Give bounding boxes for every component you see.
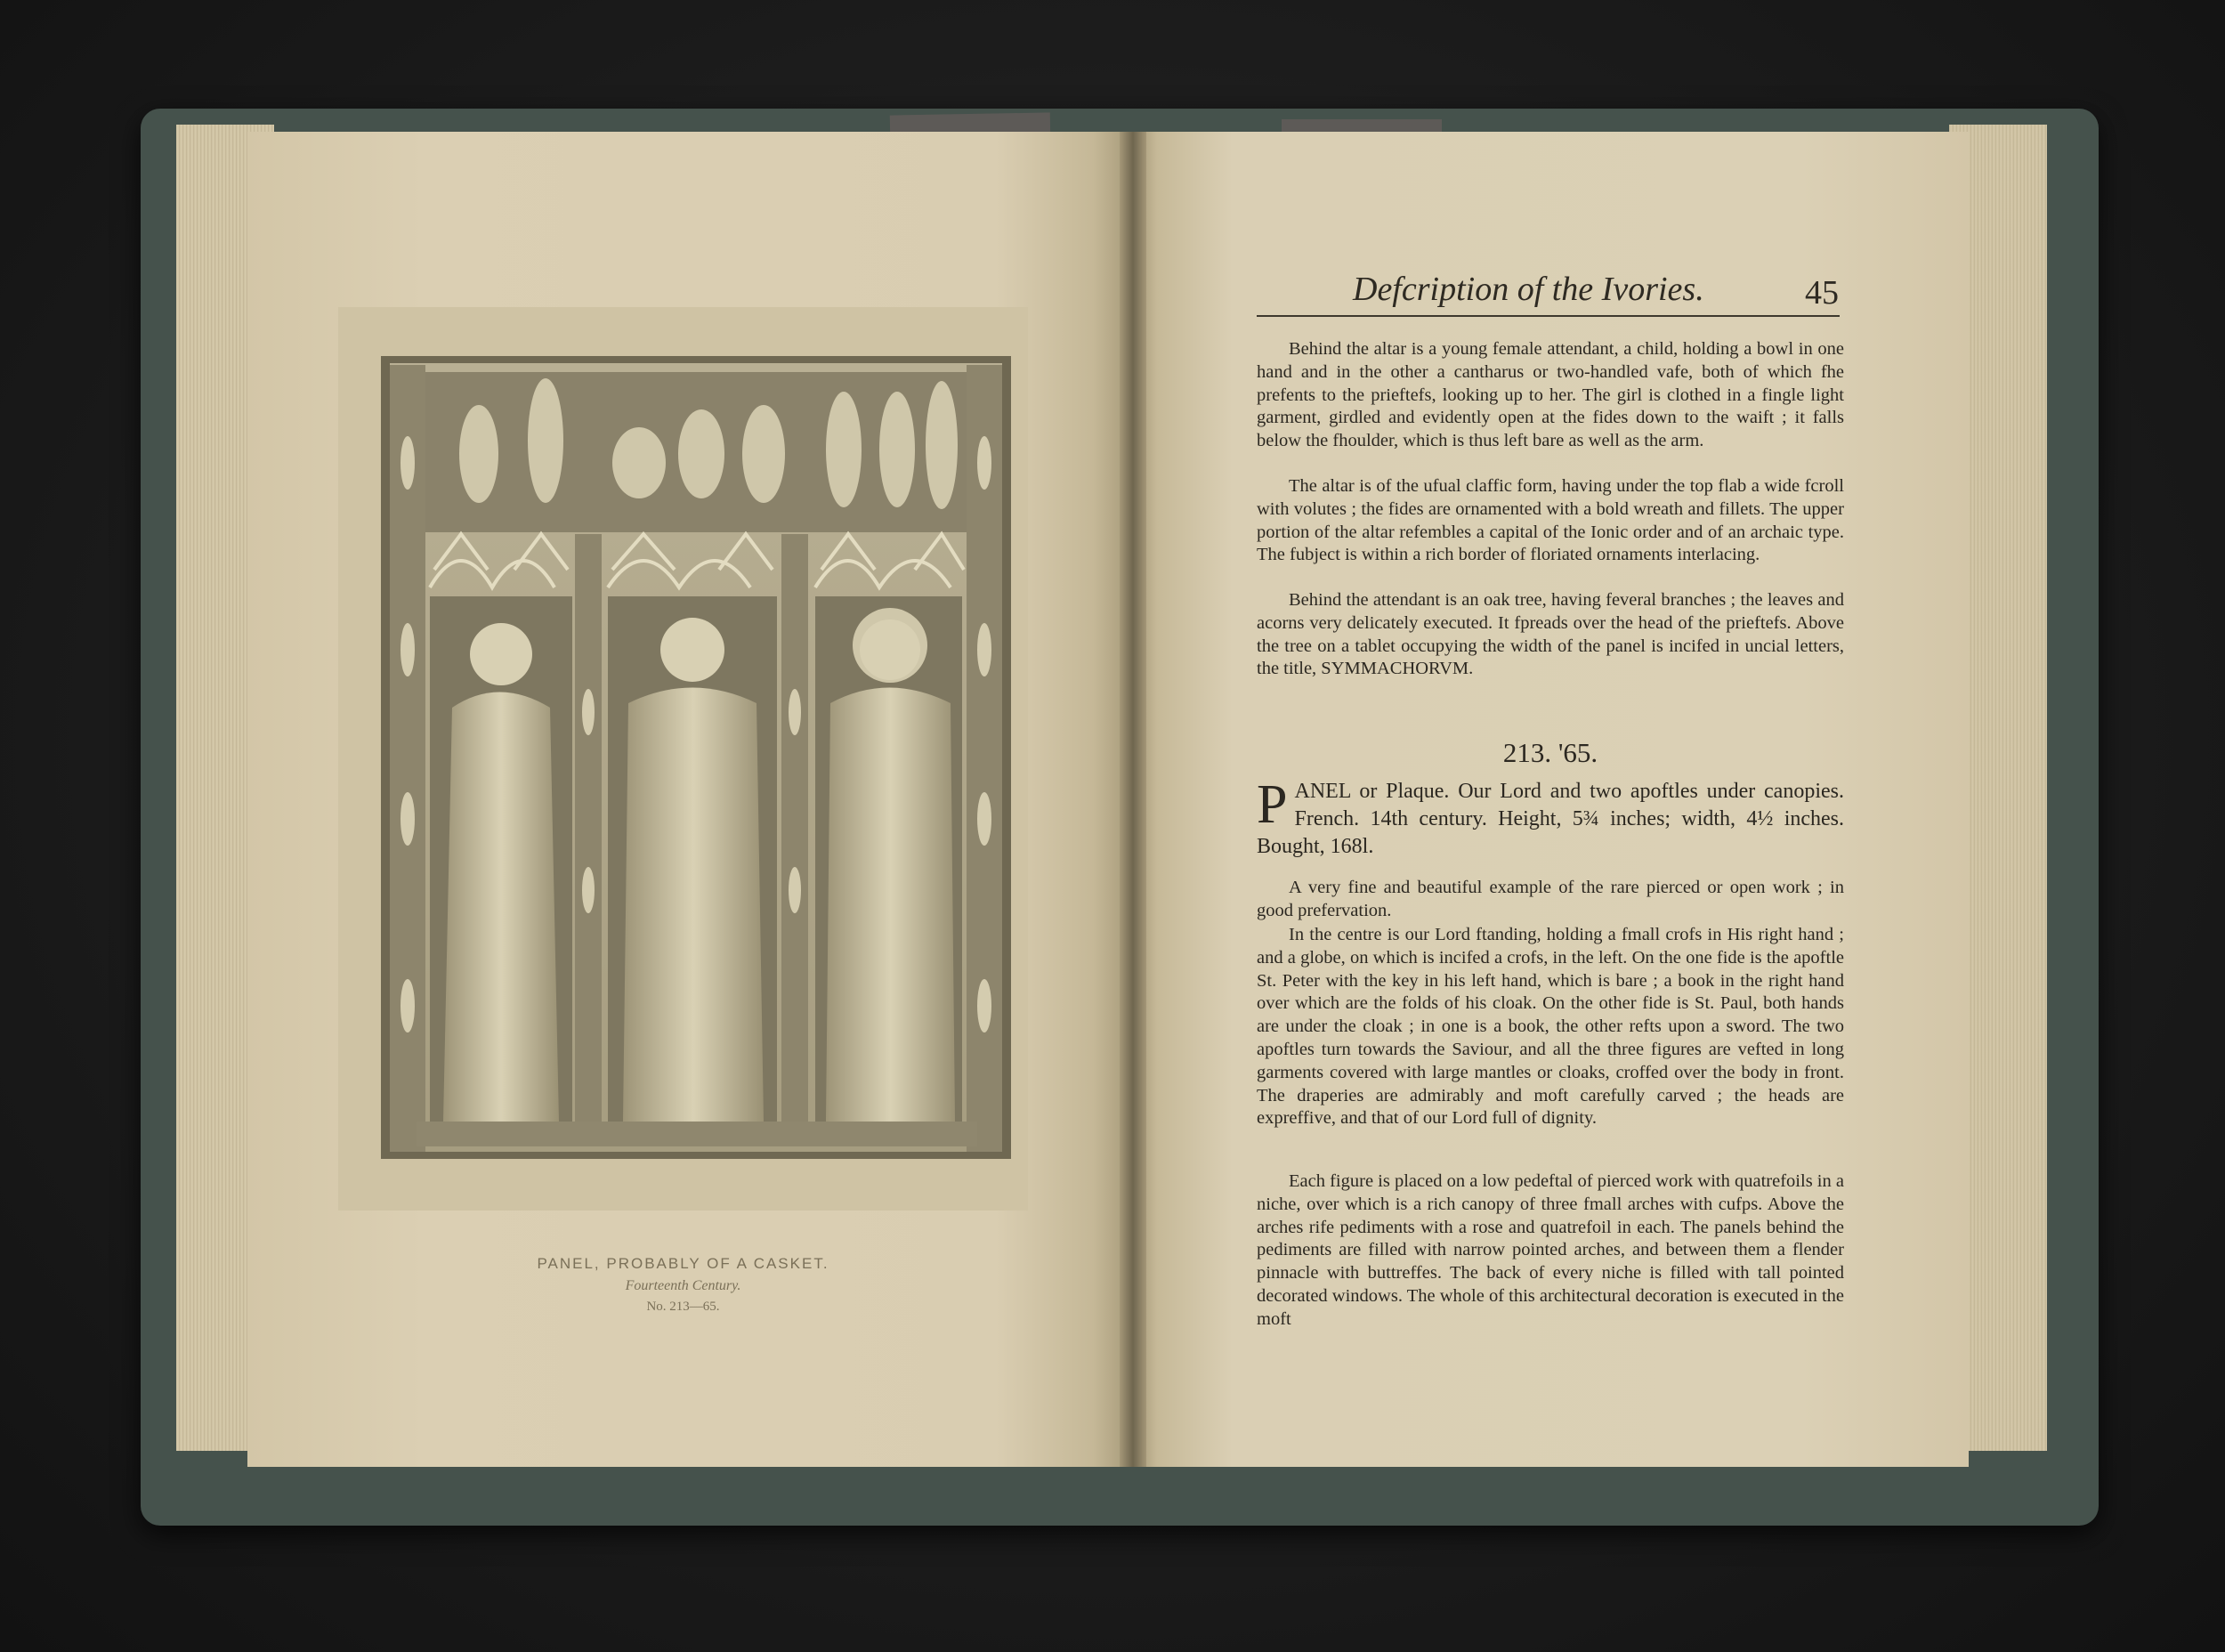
catalogue-entry-number: 213. '65.	[1502, 737, 1598, 768]
body-paragraph	[1257, 589, 1844, 681]
paragraph-text: Each figure is placed on a low pedeftal of pierced work with quatrefoils in a niche, over which is a rich canopy of three fmall arches with cufps. Above the arches rife pediments with a rose and quatrefoil in each. The panels behind the pediments are filled with narrow pointed arches, and between them a flender pinnacle with buttreffes. The back of every niche is filled with tall pointed decorated windows. The whole of this architectural decoration is executed in the moft	[1257, 1171, 1844, 1329]
body-paragraph	[1257, 877, 1844, 923]
ivory-panel-illustration	[381, 356, 1011, 1159]
plate-caption-number: No. 213—65.	[646, 1300, 720, 1314]
body-paragraph	[1257, 338, 1844, 453]
paragraph-text: Behind the attendant is an oak tree, having feveral branches ; the leaves and acorns very delicately executed. It fpreads over the head of the prieftefs. Above the tree on a tablet occupying the width of the panel is incifed in uncial letters, the title, SYMMACHORVM.	[1257, 590, 1844, 679]
plate-caption-date: Fourteenth Century.	[625, 1278, 741, 1293]
page-number: 45	[1805, 274, 1839, 312]
drop-cap: P	[1257, 774, 1288, 835]
entry-heading-text: ANEL or Plaque. Our Lord and two apoftles under canopies. French. 14th century. Height, 5¾ inches; width, 4½ inches. Bought, 168l.	[1257, 780, 1844, 858]
book-gutter	[1120, 132, 1146, 1467]
running-head: Defcription of the Ivories.	[1353, 271, 1704, 308]
paragraph-text: Behind the altar is a young female attendant, a child, holding a bowl in one hand and in the other a cantharus or two-handled vafe, both of which fhe prefents to the prieftefs, looking up to her. The girl is clothed in a fingle light garment, girdled and evidently open at the fides down to the waift ; it falls below the fhoulder, which is thus left bare as well as the arm.	[1257, 339, 1844, 451]
plate-caption-title: PANEL, PROBABLY OF A CASKET.	[537, 1255, 829, 1272]
catalogue-entry-heading	[1257, 774, 1844, 861]
body-paragraph	[1257, 1170, 1844, 1332]
body-paragraph	[1257, 475, 1844, 567]
ivory-panel-photograph	[381, 356, 1011, 1159]
paragraph-text: The altar is of the ufual claffic form, having under the top flab a wide fcroll with volutes ; the fides are ornamented with a bold wreath and fillets. The upper portion of the altar refembles a capital of the Ionic order and of an archaic type. The fubject is within a rich border of floriated ornaments interlacing.	[1257, 476, 1844, 565]
header-rule	[1257, 315, 1840, 317]
body-paragraph	[1257, 924, 1844, 1130]
paragraph-text: A very fine and beautiful example of the rare pierced or open work ; in good prefervation.	[1257, 878, 1844, 920]
paragraph-text: In the centre is our Lord ftanding, holding a fmall crofs in His right hand ; and a globe, on which is incifed a crofs, in the left. On the one fide is the apoftle St. Peter with the key in his left hand, which is bare ; a book in the right hand over which are the folds of his cloak. On the other fide is St. Paul, both hands are under the cloak ; in one is a book, the other refts upon a sword. The two apoftles turn towards the Saviour, and all the three figures are vefted in long garments covered with large mantles or cloaks, croffed over the body in front. The draperies are admirably and moft carefully carved ; the heads are expreffive, and that of our Lord full of dignity.	[1257, 925, 1844, 1129]
